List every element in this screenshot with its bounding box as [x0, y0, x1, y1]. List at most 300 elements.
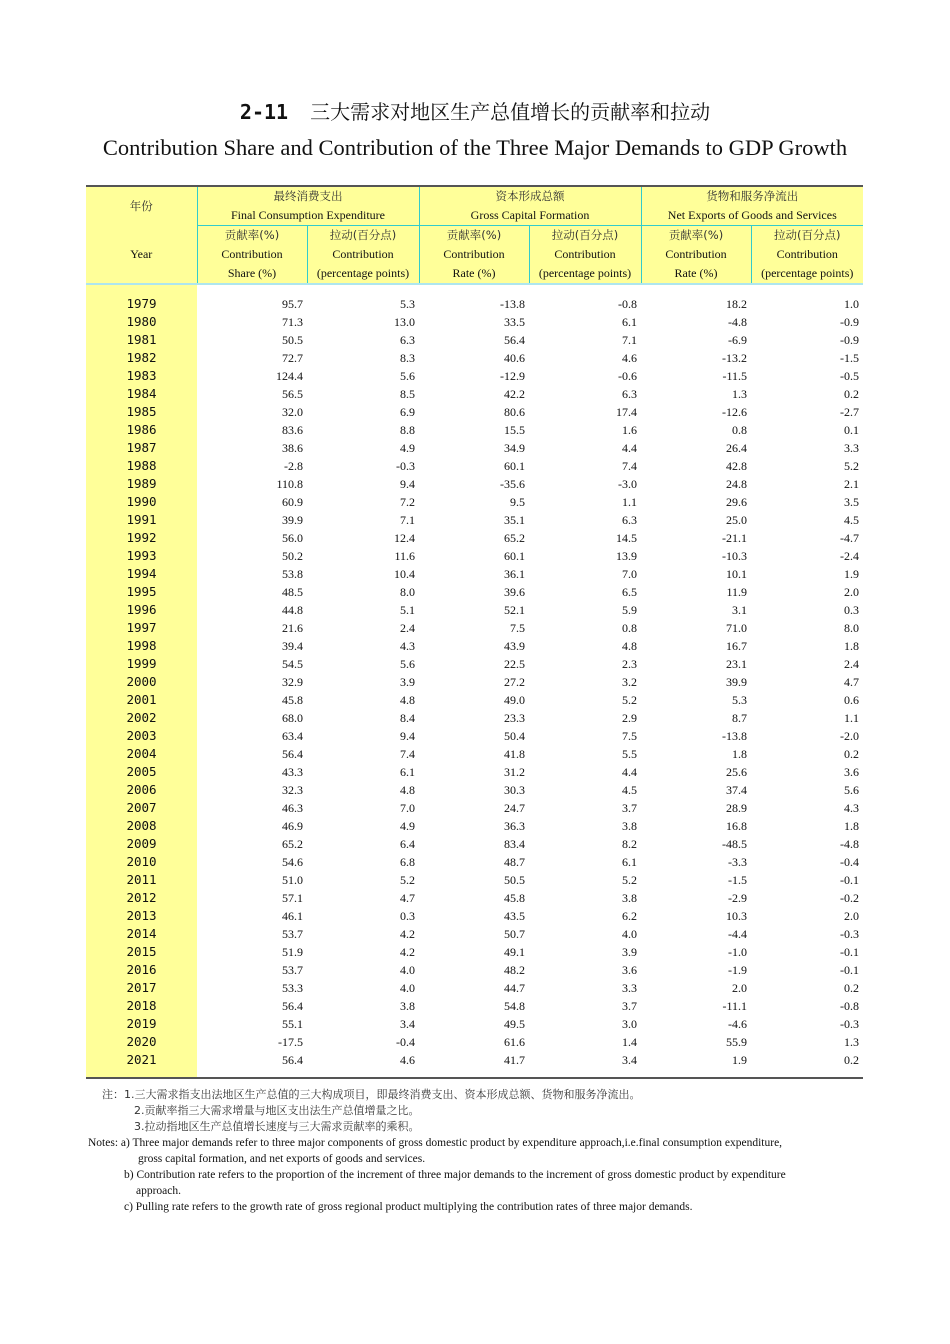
- value-cell: 7.0: [400, 801, 415, 815]
- table-row: [86, 763, 863, 781]
- value-cell: 61.6: [504, 1035, 525, 1049]
- value-cell: 3.4: [622, 1053, 638, 1067]
- year-cell: 2016: [86, 961, 197, 979]
- table-row: [86, 367, 863, 385]
- value-cell: 3.7: [622, 999, 638, 1013]
- value-cell: 15.5: [504, 423, 525, 437]
- value-cell: 6.1: [400, 765, 415, 779]
- value-cell: -0.3: [840, 927, 860, 941]
- value-cell: 43.5: [504, 909, 525, 923]
- value-cell: 3.6: [622, 963, 638, 977]
- year-header-en: Year: [86, 226, 197, 285]
- year-cell: 1994: [86, 565, 197, 583]
- value-cell: 9.5: [510, 495, 525, 509]
- value-cell: 60.1: [504, 459, 525, 473]
- value-cell: 124.4: [276, 369, 303, 383]
- table-row: [86, 925, 863, 943]
- value-cell: 24.8: [726, 477, 748, 491]
- value-cell: 1.9: [732, 1053, 748, 1067]
- value-cell: 56.4: [282, 747, 303, 761]
- year-cell: 1998: [86, 637, 197, 655]
- value-cell: 2.3: [622, 657, 638, 671]
- table-row: [86, 313, 863, 331]
- value-cell: -0.1: [840, 945, 860, 959]
- value-cell: 56.0: [282, 531, 303, 545]
- value-cell: 33.5: [504, 315, 525, 329]
- value-cell: -2.7: [840, 405, 860, 419]
- value-cell: 9.4: [400, 729, 415, 743]
- value-cell: -6.9: [728, 333, 748, 347]
- value-cell: 95.7: [282, 297, 303, 311]
- year-cell: 2012: [86, 889, 197, 907]
- value-cell: 13.9: [616, 549, 638, 563]
- value-cell: 49.5: [504, 1017, 525, 1031]
- value-cell: 1.1: [622, 495, 638, 509]
- sub-header-en1: Contribution: [776, 247, 838, 261]
- table-row: [86, 385, 863, 403]
- year-cell: 1980: [86, 313, 197, 331]
- value-cell: 36.3: [504, 819, 525, 833]
- value-cell: 80.6: [504, 405, 525, 419]
- value-cell: 3.9: [622, 945, 638, 959]
- value-cell: 6.2: [622, 909, 638, 923]
- value-cell: 6.5: [622, 585, 638, 599]
- value-cell: 8.0: [844, 621, 860, 635]
- value-cell: 3.4: [400, 1017, 415, 1031]
- value-cell: 1.8: [732, 747, 748, 761]
- value-cell: -2.4: [840, 549, 860, 563]
- value-cell: -1.5: [840, 351, 860, 365]
- sub-header-en2: Rate (%): [674, 266, 718, 280]
- value-cell: 0.8: [732, 423, 748, 437]
- value-cell: 5.2: [622, 693, 638, 707]
- value-cell: -1.0: [728, 945, 748, 959]
- value-cell: 3.3: [844, 441, 860, 455]
- value-cell: 27.2: [504, 675, 525, 689]
- sub-header-cn: 拉动(百分点): [551, 228, 619, 242]
- value-cell: 6.9: [400, 405, 415, 419]
- year-cell: 2011: [86, 871, 197, 889]
- value-cell: 39.6: [504, 585, 525, 599]
- value-cell: 22.5: [504, 657, 525, 671]
- table-row: [86, 835, 863, 853]
- value-cell: 4.5: [844, 513, 860, 527]
- value-cell: 4.3: [400, 639, 415, 653]
- value-cell: 2.0: [844, 585, 860, 599]
- value-cell: -0.8: [618, 297, 638, 311]
- value-cell: 63.4: [282, 729, 303, 743]
- year-cell: 1984: [86, 385, 197, 403]
- value-cell: 6.1: [622, 315, 638, 329]
- value-cell: 5.6: [400, 369, 415, 383]
- value-cell: 45.8: [504, 891, 525, 905]
- value-cell: 12.4: [394, 531, 415, 545]
- year-cell: 2007: [86, 799, 197, 817]
- value-cell: 3.7: [622, 801, 638, 815]
- value-cell: 4.7: [844, 675, 860, 689]
- value-cell: 38.6: [282, 441, 303, 455]
- value-cell: 7.0: [622, 567, 638, 581]
- sub-header: [641, 226, 751, 285]
- value-cell: 65.2: [282, 837, 303, 851]
- closing-row: [86, 1069, 863, 1078]
- page-title-en: Contribution Share and Contribution of the Three Major Demands to GDP Growth: [102, 135, 848, 160]
- note-cn-2: 2.贡献率指三大需求增量与地区支出法生产总值增量之比。: [134, 1104, 420, 1117]
- table-row: [86, 565, 863, 583]
- value-cell: -0.5: [840, 369, 860, 383]
- year-cell: 2000: [86, 673, 197, 691]
- value-cell: 56.5: [282, 387, 303, 401]
- value-cell: 50.2: [282, 549, 303, 563]
- value-cell: 55.1: [282, 1017, 303, 1031]
- title-cn-text: 三大需求对地区生产总值增长的贡献率和拉动: [310, 100, 711, 124]
- value-cell: 4.4: [622, 765, 638, 779]
- value-cell: 11.6: [394, 549, 415, 563]
- value-cell: 36.1: [504, 567, 525, 581]
- value-cell: 4.5: [622, 783, 638, 797]
- value-cell: 8.4: [400, 711, 415, 725]
- page-title-cn: [0, 99, 950, 125]
- note-en-a-cont: gross capital formation, and net exports of goods and services.: [138, 1153, 426, 1165]
- table-row: [86, 601, 863, 619]
- value-cell: 53.8: [282, 567, 303, 581]
- value-cell: 5.3: [400, 297, 415, 311]
- value-cell: 53.7: [282, 963, 303, 977]
- value-cell: 55.9: [726, 1035, 748, 1049]
- table-row: [86, 1033, 863, 1051]
- value-cell: -0.3: [840, 1017, 860, 1031]
- sub-header-en1: Contribution: [443, 247, 505, 261]
- value-cell: 7.2: [400, 495, 415, 509]
- note-en-b-cont: approach.: [136, 1185, 182, 1197]
- value-cell: 5.1: [400, 603, 415, 617]
- value-cell: 10.4: [394, 567, 415, 581]
- year-cell: 1991: [86, 511, 197, 529]
- value-cell: 6.8: [400, 855, 415, 869]
- value-cell: -0.6: [618, 369, 638, 383]
- table-row: [86, 907, 863, 925]
- year-cell: 1988: [86, 457, 197, 475]
- year-cell: 1999: [86, 655, 197, 673]
- value-cell: 0.8: [622, 621, 638, 635]
- value-cell: 25.6: [726, 765, 748, 779]
- value-cell: 32.0: [282, 405, 303, 419]
- value-cell: 4.0: [622, 927, 638, 941]
- value-cell: -1.9: [728, 963, 748, 977]
- value-cell: 23.3: [504, 711, 525, 725]
- value-cell: 5.9: [622, 603, 638, 617]
- value-cell: 3.8: [400, 999, 415, 1013]
- value-cell: 50.7: [504, 927, 525, 941]
- value-cell: 7.1: [400, 513, 415, 527]
- table-row: [86, 889, 863, 907]
- value-cell: 39.9: [726, 675, 748, 689]
- value-cell: -3.3: [728, 855, 748, 869]
- year-cell: 2003: [86, 727, 197, 745]
- value-cell: 1.4: [622, 1035, 638, 1049]
- value-cell: 50.5: [504, 873, 525, 887]
- value-cell: 3.9: [400, 675, 415, 689]
- value-cell: 4.8: [400, 783, 415, 797]
- table-row: [86, 727, 863, 745]
- year-cell: 2020: [86, 1033, 197, 1051]
- value-cell: -4.7: [840, 531, 860, 545]
- group-header-net-exports: 货物和服务净流出 Net Exports of Goods and Services: [641, 186, 863, 226]
- value-cell: 4.6: [400, 1053, 415, 1067]
- year-header-cn: 年份: [86, 186, 197, 226]
- value-cell: -2.0: [840, 729, 860, 743]
- table-row: [86, 475, 863, 493]
- value-cell: 4.7: [400, 891, 415, 905]
- value-cell: 6.1: [622, 855, 638, 869]
- value-cell: 49.0: [504, 693, 525, 707]
- year-cell: 1986: [86, 421, 197, 439]
- year-cell: 1990: [86, 493, 197, 511]
- value-cell: 1.9: [844, 567, 860, 581]
- value-cell: 8.7: [732, 711, 748, 725]
- value-cell: 4.2: [400, 927, 415, 941]
- spacer-row: [86, 284, 863, 295]
- value-cell: 18.2: [726, 297, 748, 311]
- value-cell: 7.4: [622, 459, 638, 473]
- value-cell: 48.2: [504, 963, 525, 977]
- value-cell: 7.5: [510, 621, 525, 635]
- table-row: [86, 331, 863, 349]
- sub-header-en1: Contribution: [554, 247, 616, 261]
- value-cell: 0.2: [844, 1053, 860, 1067]
- year-cell: 2001: [86, 691, 197, 709]
- year-cell: 1983: [86, 367, 197, 385]
- value-cell: 7.5: [622, 729, 638, 743]
- value-cell: -4.8: [840, 837, 860, 851]
- table-row: [86, 439, 863, 457]
- value-cell: 5.6: [400, 657, 415, 671]
- value-cell: 2.1: [844, 477, 860, 491]
- value-cell: -11.5: [722, 369, 748, 383]
- sub-header-en2: (percentage points): [761, 266, 854, 280]
- value-cell: -0.1: [840, 963, 860, 977]
- value-cell: 0.6: [844, 693, 860, 707]
- sub-header-en1: Contribution: [221, 247, 283, 261]
- sub-header-cn: 贡献率(%): [446, 228, 502, 242]
- value-cell: 3.3: [622, 981, 638, 995]
- year-cell: 2017: [86, 979, 197, 997]
- value-cell: 3.6: [844, 765, 860, 779]
- value-cell: 3.1: [732, 603, 748, 617]
- value-cell: 32.9: [282, 675, 303, 689]
- value-cell: 4.0: [400, 963, 415, 977]
- value-cell: -4.4: [728, 927, 748, 941]
- value-cell: 23.1: [726, 657, 748, 671]
- value-cell: 54.8: [504, 999, 525, 1013]
- value-cell: 3.8: [622, 891, 638, 905]
- value-cell: 1.6: [622, 423, 638, 437]
- value-cell: 41.8: [504, 747, 525, 761]
- value-cell: -35.6: [500, 477, 525, 491]
- value-cell: 11.9: [726, 585, 748, 599]
- table-row: [86, 745, 863, 763]
- note-en-a: Notes: a) Three major demands refer to three major components of gross domestic product by expenditure approach,i.e.final consumption expenditure,: [88, 1137, 783, 1149]
- content: [86, 185, 863, 1215]
- value-cell: 48.7: [504, 855, 525, 869]
- year-cell: 1995: [86, 583, 197, 601]
- value-cell: 71.0: [726, 621, 748, 635]
- table-row: [86, 547, 863, 565]
- note-en-b: b) Contribution rate refers to the proportion of the increment of three major demands to the increment of gross domestic product by expenditure: [124, 1169, 786, 1181]
- value-cell: 4.3: [844, 801, 860, 815]
- value-cell: 1.8: [844, 819, 860, 833]
- sub-header: [307, 226, 419, 285]
- value-cell: 6.3: [622, 513, 638, 527]
- value-cell: 71.3: [282, 315, 303, 329]
- year-cell: 2018: [86, 997, 197, 1015]
- table-row: [86, 511, 863, 529]
- value-cell: 48.5: [282, 585, 303, 599]
- year-cell: 2010: [86, 853, 197, 871]
- value-cell: 1.8: [844, 639, 860, 653]
- value-cell: 14.5: [616, 531, 638, 545]
- sub-header: [751, 226, 863, 285]
- value-cell: -0.8: [840, 999, 860, 1013]
- sub-header: [197, 226, 307, 285]
- value-cell: -2.9: [728, 891, 748, 905]
- value-cell: 3.0: [622, 1017, 638, 1031]
- sub-header-cn: 拉动(百分点): [774, 228, 841, 242]
- value-cell: -10.3: [722, 549, 748, 563]
- value-cell: 2.0: [844, 909, 860, 923]
- value-cell: 83.6: [282, 423, 303, 437]
- value-cell: -4.8: [728, 315, 748, 329]
- year-cell: 1996: [86, 601, 197, 619]
- sub-header-en1: Contribution: [332, 247, 394, 261]
- value-cell: 16.7: [726, 639, 748, 653]
- value-cell: 28.9: [726, 801, 748, 815]
- value-cell: 56.4: [282, 1053, 303, 1067]
- year-cell: 2019: [86, 1015, 197, 1033]
- year-cell: 1989: [86, 475, 197, 493]
- value-cell: 5.5: [622, 747, 638, 761]
- sub-header: [419, 226, 529, 285]
- value-cell: 31.2: [504, 765, 525, 779]
- table-row: [86, 943, 863, 961]
- value-cell: 37.4: [726, 783, 748, 797]
- value-cell: 25.0: [726, 513, 748, 527]
- value-cell: 4.2: [400, 945, 415, 959]
- table-row: [86, 655, 863, 673]
- value-cell: 1.0: [844, 297, 860, 311]
- value-cell: -13.8: [500, 297, 525, 311]
- year-cell: 1997: [86, 619, 197, 637]
- value-cell: 3.5: [844, 495, 860, 509]
- value-cell: 4.6: [622, 351, 638, 365]
- value-cell: 8.3: [400, 351, 415, 365]
- value-cell: 1.3: [844, 1035, 860, 1049]
- year-cell: 2014: [86, 925, 197, 943]
- table-row: [86, 421, 863, 439]
- value-cell: 32.3: [282, 783, 303, 797]
- value-cell: 3.2: [622, 675, 638, 689]
- value-cell: -0.9: [840, 315, 860, 329]
- table-row: [86, 817, 863, 835]
- year-cell: 2005: [86, 763, 197, 781]
- table-row: [86, 529, 863, 547]
- value-cell: 83.4: [504, 837, 525, 851]
- note-en-c: c) Pulling rate refers to the growth rate of gross regional product multiplying the contribution rates of three major demands.: [124, 1201, 693, 1213]
- value-cell: 42.2: [504, 387, 525, 401]
- value-cell: 2.9: [622, 711, 638, 725]
- year-cell: 2008: [86, 817, 197, 835]
- value-cell: 68.0: [282, 711, 303, 725]
- year-cell: 1992: [86, 529, 197, 547]
- value-cell: 6.4: [400, 837, 415, 851]
- sub-header-cn: 贡献率(%): [668, 228, 724, 242]
- value-cell: 9.4: [400, 477, 415, 491]
- value-cell: 41.7: [504, 1053, 525, 1067]
- value-cell: 65.2: [504, 531, 525, 545]
- year-cell: 2006: [86, 781, 197, 799]
- value-cell: -21.1: [722, 531, 748, 545]
- notes: [86, 1087, 866, 1215]
- value-cell: 54.5: [282, 657, 303, 671]
- value-cell: 6.3: [400, 333, 415, 347]
- value-cell: 40.6: [504, 351, 525, 365]
- value-cell: 39.9: [282, 513, 303, 527]
- table-row: [86, 295, 863, 313]
- value-cell: 3.8: [622, 819, 638, 833]
- value-cell: 0.2: [844, 387, 860, 401]
- value-cell: 7.4: [400, 747, 415, 761]
- year-cell: 1982: [86, 349, 197, 367]
- value-cell: -12.6: [722, 405, 748, 419]
- value-cell: 8.0: [400, 585, 415, 599]
- sub-header-en1: Contribution: [665, 247, 727, 261]
- value-cell: 46.3: [282, 801, 303, 815]
- value-cell: -0.2: [840, 891, 860, 905]
- value-cell: 26.4: [726, 441, 748, 455]
- year-cell: 2004: [86, 745, 197, 763]
- value-cell: 56.4: [282, 999, 303, 1013]
- note-cn-1: 注：1.三大需求指支出法地区生产总值的三大构成项目，即最终消费支出、资本形成总额、货物和服务净流出。: [102, 1088, 641, 1101]
- value-cell: -48.5: [722, 837, 748, 851]
- sub-header-en2: Rate (%): [452, 266, 496, 280]
- year-cell: 2021: [86, 1051, 197, 1069]
- table-row: [86, 709, 863, 727]
- value-cell: 53.7: [282, 927, 303, 941]
- data-table: [86, 185, 863, 1079]
- sub-header: [529, 226, 641, 285]
- note-cn-3: 3.拉动指地区生产总值增长速度与三大需求贡献率的乘积。: [134, 1120, 420, 1133]
- value-cell: -0.1: [840, 873, 860, 887]
- table-row: [86, 583, 863, 601]
- value-cell: 1.1: [844, 711, 860, 725]
- value-cell: 17.4: [616, 405, 638, 419]
- value-cell: 35.1: [504, 513, 525, 527]
- year-cell: 2015: [86, 943, 197, 961]
- value-cell: 0.3: [844, 603, 860, 617]
- value-cell: 2.4: [844, 657, 860, 671]
- value-cell: 44.8: [282, 603, 303, 617]
- year-cell: 2002: [86, 709, 197, 727]
- value-cell: 110.8: [276, 477, 303, 491]
- group-header-consumption: 最终消费支出 Final Consumption Expenditure: [197, 186, 419, 226]
- table-row: [86, 457, 863, 475]
- value-cell: 50.4: [504, 729, 525, 743]
- year-cell: 1981: [86, 331, 197, 349]
- value-cell: 51.9: [282, 945, 303, 959]
- sub-header-cn: 拉动(百分点): [329, 228, 397, 242]
- value-cell: -2.8: [284, 459, 303, 473]
- value-cell: 53.3: [282, 981, 303, 995]
